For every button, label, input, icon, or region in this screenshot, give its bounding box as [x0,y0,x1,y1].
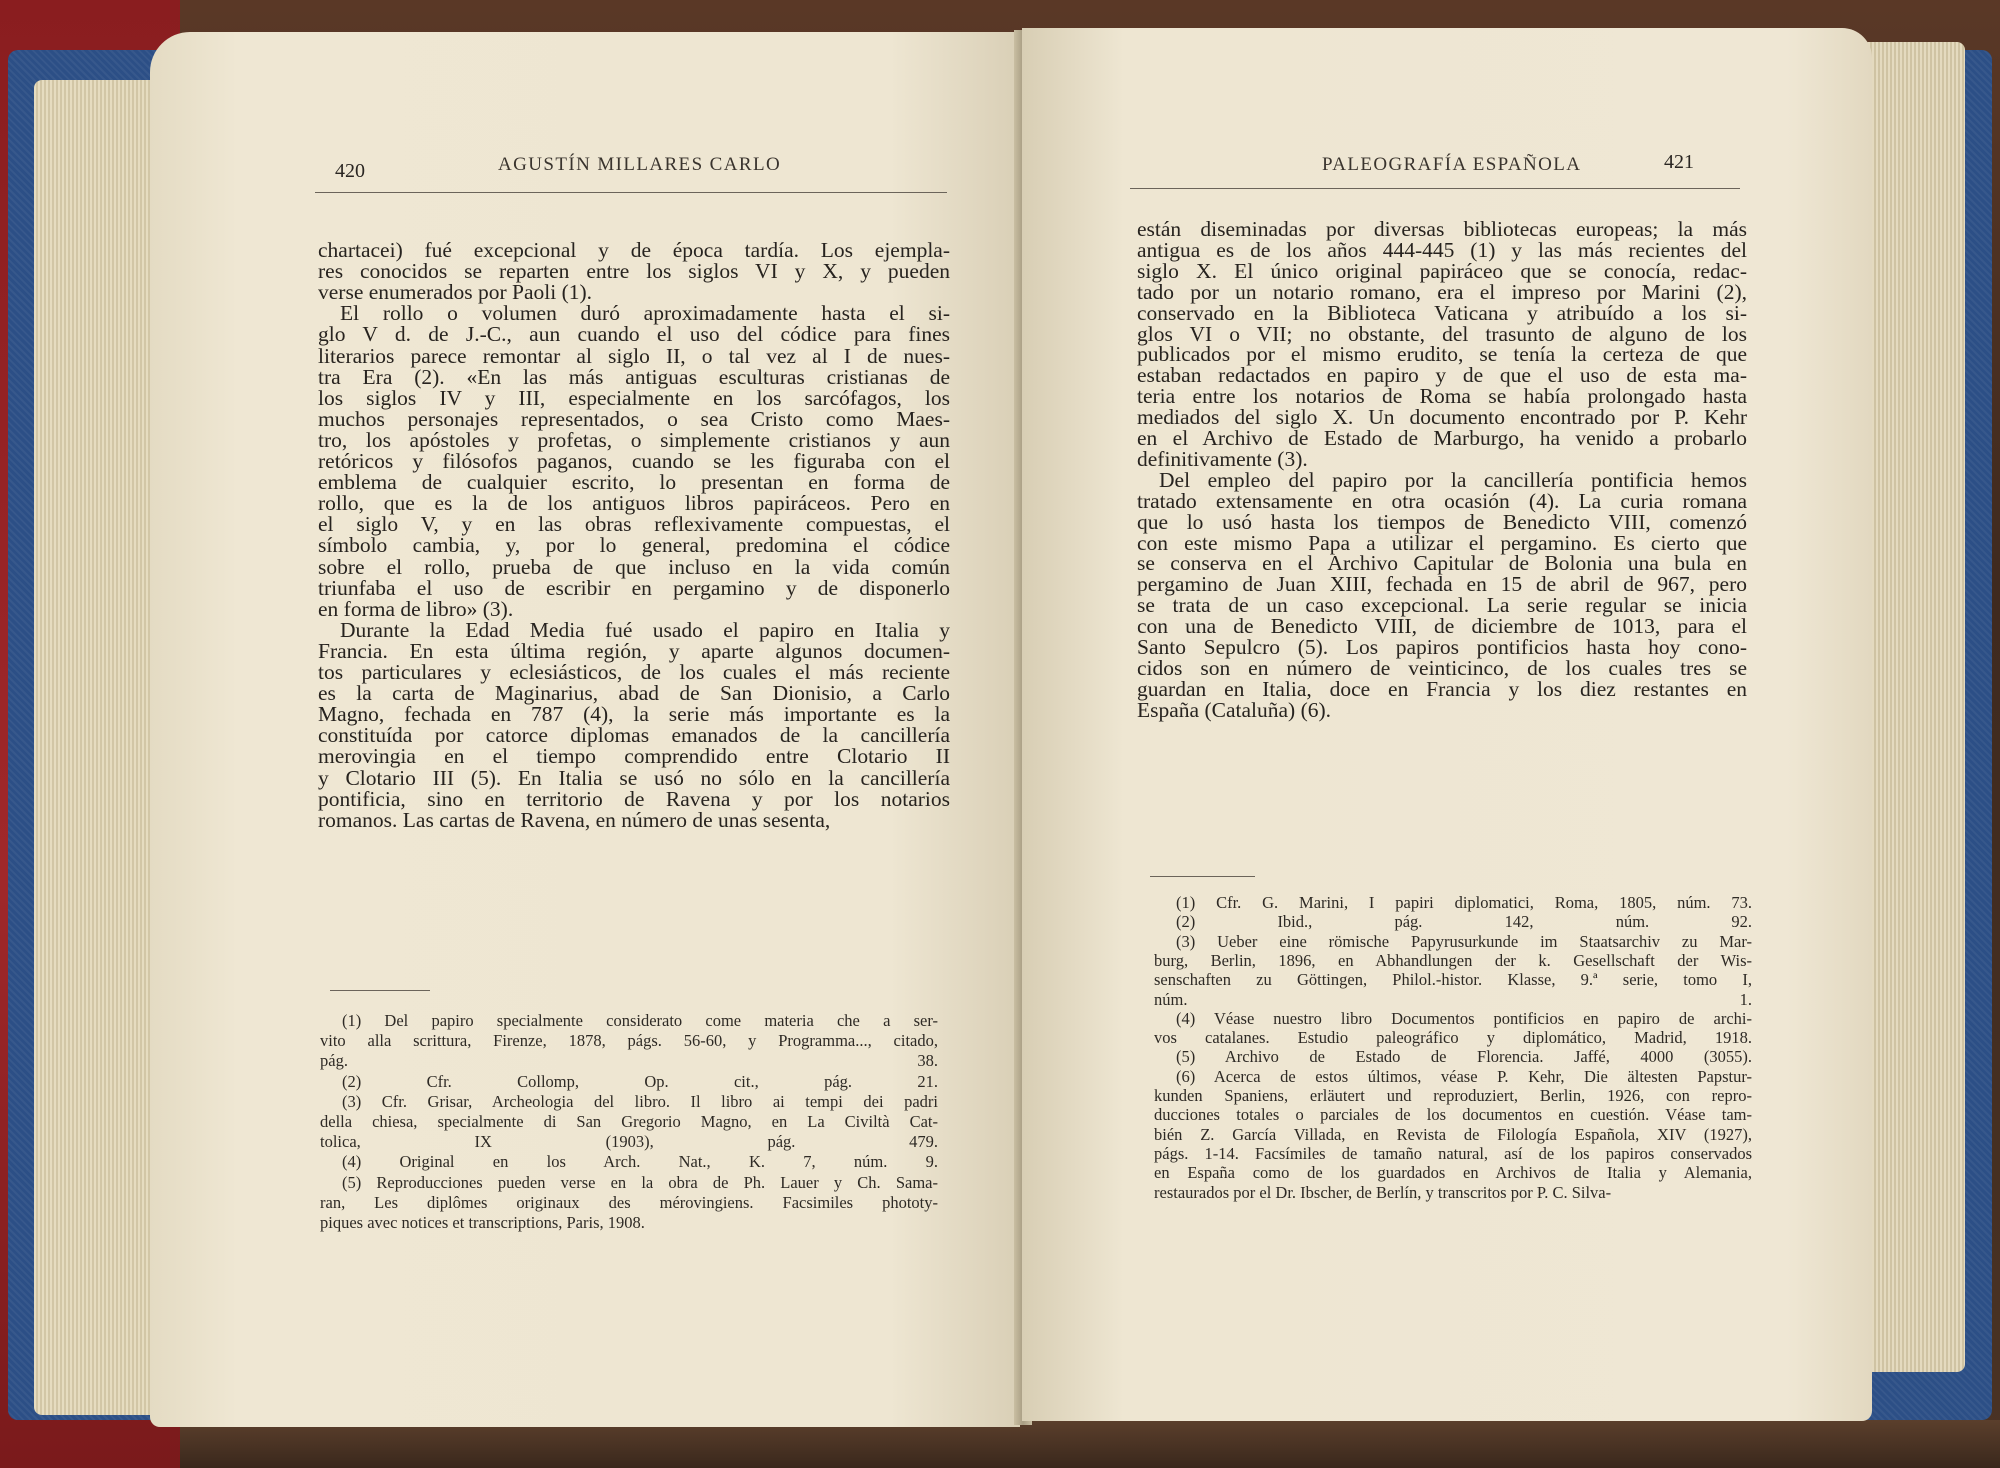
body-line: Del empleo del papiro por la cancillería pontificia hemos [1159,467,1747,492]
body-line: que lo usó hasta los tiempos de Benedicto VIII, comenzó [1137,509,1747,534]
body-line: muchos personajes representados, o sea Cristo como Maes- [318,406,950,431]
footnote-line: (1) Del papiro specialmente considerato come materia che a ser- [342,1011,938,1030]
body-line: mediados del siglo X. Un documento encontrado por P. Kehr [1137,405,1747,430]
footnote-line: en España como de los guardados en Archivos de Italia y Alemania, [1154,1163,1752,1183]
footnote-line: (2) Ibid., pág. 142, núm. 92. [1176,912,1752,932]
right-page-number: 421 [1664,151,1694,173]
body-line: Santo Sepulcro (5). Los papiros pontificios hasta hoy cono- [1137,635,1747,659]
body-line: Durante la Edad Media fué usado el papiro en Italia y [340,617,950,642]
body-line: con una de Benedicto VIII, de diciembre de 1013, para el [1137,614,1747,639]
body-line: chartacei) fué excepcional y de época tardía. Los ejempla- [318,238,950,262]
right-page [1022,28,1872,1421]
body-line: res conocidos se reparten entre los siglos VI y X, y pueden [318,259,950,284]
body-line: glo V d. de J.-C., aun cuando el uso del códice para fines [318,322,950,347]
body-line: romanos. Las cartas de Ravena, en número de unas sesenta, [318,807,831,832]
left-page [150,32,1020,1427]
body-line: el siglo V, y en las obras reflexivamente compuestas, el [318,512,950,537]
footnote-line: vos catalanes. Estudio paleográfico y diplomático, Madrid, 1918. [1154,1028,1752,1048]
left-footnote-rule [330,990,430,991]
body-line: tos particulares y eclesiásticos, de los cuales el más reciente [318,660,950,684]
body-line: pontificia, sino en territorio de Ravena y por los notarios [318,786,950,811]
right-running-head: PALEOGRAFÍA ESPAÑOLA [1322,154,1582,175]
body-line: cidos son en número de veinticinco, de los cuales tres se [1137,655,1747,680]
body-line: emblema de cualquier escrito, lo presentan en forma de [318,470,950,495]
table-edge [180,1420,2000,1468]
body-line: antigua es de los años 444-445 (1) y las más recientes del [1137,237,1747,262]
body-line: teria entre los notarios de Roma se había prolongado hasta [1137,384,1747,409]
body-line: sobre el rollo, prueba de que incluso en la vida común [318,554,950,579]
body-line: símbolo cambia, y, por lo general, predomina el códice [318,533,950,558]
footnote-line: (5) Reproducciones pueden verse en la obra de Ph. Lauer y Ch. Sama- [342,1172,938,1192]
body-line: conservado en la Biblioteca Vaticana y atribuído a los si- [1137,300,1747,325]
body-line: Francia. En esta última región, y aparte algunos documen- [318,638,950,663]
footnote-line: vito alla scrittura, Firenze, 1878, págs. 56-60, y Programma..., citado, [320,1031,938,1051]
footnote-line: (3) Ueber eine römische Papyrusurkunde im Staatsarchiv zu Mar- [1176,931,1752,951]
body-line: estaban redactados en papiro y de que el uso de esta ma- [1137,363,1747,388]
footnote-line: págs. 1-14. Facsímiles de tamaño natural, así de los papiros conservados [1154,1143,1752,1163]
footnote-line: ducciones totales o parciales de los documentos en cuestión. Véase tam- [1154,1105,1752,1125]
body-line: El rollo o volumen duró aproximadamente hasta el si- [340,301,950,326]
body-line: los siglos IV y III, especialmente en los sarcófagos, los [318,385,950,410]
footnote-line: (5) Archivo de Estado de Florencia. Jaffé, 4000 (3055). [1176,1047,1752,1067]
body-line: con este mismo Papa a utilizar el pergamino. Es cierto que [1137,530,1747,555]
body-line: verse enumerados por Paoli (1). [318,280,593,305]
body-line: y Clotario III (5). En Italia se usó no sólo en la cancillería [318,765,950,790]
body-line: en el Archivo de Estado de Marburgo, ha venido a probarlo [1137,426,1747,450]
footnote-line: restaurados por el Dr. Ibscher, de Berlín, y transcritos por P. C. Silva- [1154,1182,1612,1202]
footnote-line: (2) Cfr. Collomp, Op. cit., pág. 21. [342,1071,938,1091]
right-page-edges [1860,42,1965,1372]
right-footnote-rule [1150,876,1255,877]
footnote-line: senschaften zu Göttingen, Philol.-histor. Klasse, 9.ª serie, tomo I, [1154,970,1752,990]
body-line: triunfaba el uso de escribir en pergamino y de disponerlo [318,575,950,600]
body-line: literarios parece remontar al siglo II, o tal vez al I de nues- [318,343,950,368]
body-line: publicados por el mismo erudito, se tenía la certeza de que [1137,342,1747,367]
body-line: tado por un notario romano, era el impreso por Marini (2), [1137,279,1747,304]
body-line: rollo, que es la de los antiguos libros papiráceos. Pero en [318,491,950,516]
body-line: se trata de un caso excepcional. La serie regular se inicia [1137,593,1747,618]
footnote-line: kunden Spaniens, erläutert und reproduziert, Berlin, 1926, con repro- [1154,1086,1752,1105]
body-line: pergamino de Juan XIII, fechada en 15 de abril de 967, pero [1137,572,1747,597]
body-line: tratado extensamente en otra ocasión (4). La curia romana [1137,488,1747,513]
footnote-line: della chiesa, specialmente di San Gregorio Magno, en La Civiltà Cat- [320,1112,938,1131]
body-line: siglo X. El único original papiráceo que se conocía, redac- [1137,258,1747,283]
footnote-line: piques avec notices et transcriptions, Paris, 1908. [320,1213,645,1232]
right-header-rule [1130,188,1740,189]
left-header-rule [315,192,947,193]
left-running-head: AGUSTÍN MILLARES CARLO [498,154,782,175]
footnote-line: (4) Original en los Arch. Nat., K. 7, núm. 9. [342,1152,938,1172]
body-line: guardan en Italia, doce en Francia y los diez restantes en [1137,676,1747,701]
footnote-line: (3) Cfr. Grisar, Archeologia del libro. Il libro ai tempi dei padri [342,1091,938,1111]
body-line: España (Cataluña) (6). [1137,697,1332,722]
body-line: es la carta de Maginarius, abad de San Dionisio, a Carlo [318,681,950,706]
footnote-line: (6) Acerca de estos últimos, véase P. Kehr, Die ältesten Papstur- [1176,1066,1752,1086]
body-line: retóricos y filósofos paganos, cuando se les figuraba con el [318,449,950,473]
footnote-line: bién Z. García Villada, en Revista de Filología Española, XIV (1927), [1154,1124,1752,1144]
body-line: Magno, fechada en 787 (4), la serie más importante es la [318,702,950,727]
footnote-line: tolica, IX (1903), pág. 479. [320,1132,938,1152]
body-line: constituída por catorce diplomas emanados de la cancillería [318,723,950,748]
body-line: tro, los apóstoles y profetas, o simplemente cristianos y aun [318,427,950,452]
footnote-line: burg, Berlin, 1896, en Abhandlungen der k. Gesellschaft der Wis- [1154,950,1752,970]
footnote-line: núm. 1. [1154,989,1752,1009]
footnote-line: ran, Les diplômes originaux des mérovingiens. Facsimiles phototy- [320,1192,938,1212]
footnote-line: (1) Cfr. G. Marini, I papiri diplomatici, Roma, 1805, núm. 73. [1176,893,1752,912]
body-line: tra Era (2). «En las más antiguas esculturas cristianas de [318,364,950,389]
body-line: merovingia en el tiempo comprendido entre Clotario II [318,744,950,769]
body-line: glos VI o VII; no obstante, del trasunto de alguno de los [1137,321,1747,346]
body-line: en forma de libro» (3). [318,596,514,621]
body-line: se conserva en el Archivo Capitular de Bolonia una bula en [1137,551,1747,576]
body-line: están diseminadas por diversas bibliotecas europeas; la más [1137,217,1747,241]
body-line: definitivamente (3). [1137,446,1308,471]
footnote-line: pág. 38. [320,1051,938,1071]
left-page-number: 420 [335,160,365,182]
footnote-line: (4) Véase nuestro libro Documentos pontificios en papiro de archi- [1176,1008,1752,1028]
